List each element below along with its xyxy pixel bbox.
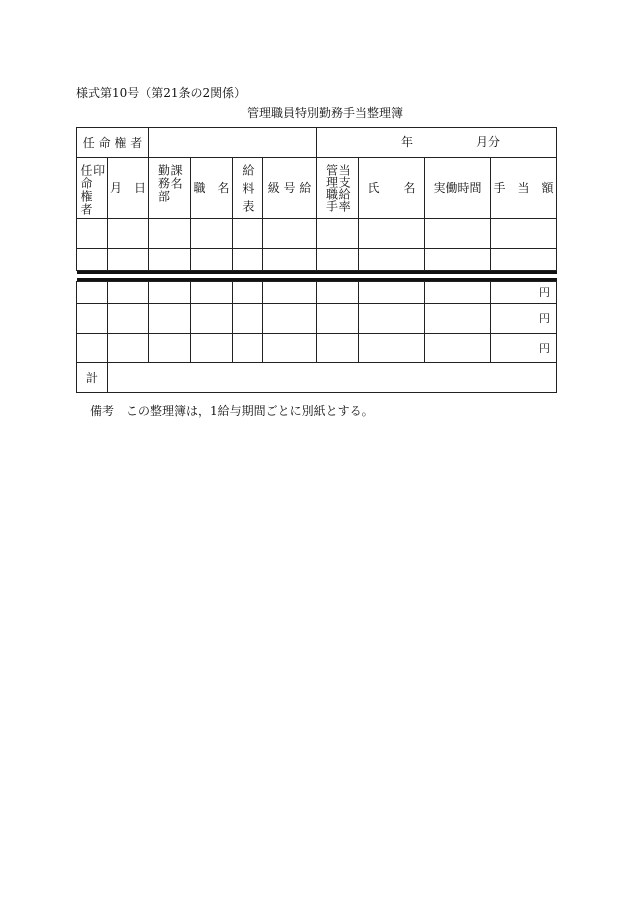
appointer-value-cell[interactable]: [149, 128, 317, 158]
yen-unit: 円: [539, 341, 551, 355]
col-department: [149, 158, 191, 219]
column-header-row: [77, 158, 557, 219]
col-grade: [263, 158, 317, 219]
month-label: 月分: [476, 134, 501, 149]
col-appointer-seal: [77, 158, 108, 219]
amount-cell[interactable]: [491, 282, 557, 304]
col-grade-label: 級 号 給: [267, 181, 312, 195]
amount-cell[interactable]: [491, 304, 557, 334]
total-row: [77, 363, 557, 393]
col-amount: [491, 158, 557, 219]
amount-cell[interactable]: [491, 334, 557, 363]
omission-separator: [77, 271, 557, 282]
col-seal-text: 印: [91, 164, 106, 177]
period-cell[interactable]: [317, 128, 557, 158]
remarks: [90, 402, 374, 419]
allowance-register-table: [76, 127, 557, 393]
year-label: 年: [401, 134, 414, 149]
col-department-text-b: 課名: [169, 164, 184, 190]
col-appointer-text: 任命権者: [79, 164, 93, 216]
col-position-label: 職 名: [193, 181, 230, 195]
header-row: [77, 128, 557, 158]
document-title: 管理職員特別勤務手当整理簿: [246, 106, 403, 120]
col-pay-table-text: 給料表: [240, 164, 255, 218]
double-rule: [77, 271, 557, 281]
col-allowance-rate: [317, 158, 359, 219]
col-allowance-text-a: 管理職手: [324, 164, 339, 212]
table-row[interactable]: [77, 219, 557, 249]
col-allowance-text-b: 当支給率: [337, 164, 352, 212]
appointer-label: 任 命 権 者: [82, 135, 143, 150]
yen-unit: 円: [539, 312, 551, 325]
table-row[interactable]: [77, 304, 557, 334]
form-number: 様式第10号（第21条の2関係）: [76, 86, 247, 100]
total-value-cell[interactable]: [108, 363, 557, 393]
col-date: [108, 158, 149, 219]
col-name-label: 氏 名: [367, 181, 416, 195]
remarks-label: 備考: [90, 404, 115, 418]
total-label-cell: [77, 363, 108, 393]
col-position: [191, 158, 233, 219]
col-department-text-a: 勤務部: [156, 164, 171, 203]
table-row[interactable]: [77, 249, 557, 271]
col-hours-label: 実働時間: [433, 181, 482, 195]
table-row[interactable]: [77, 334, 557, 363]
col-hours: [425, 158, 491, 219]
appointer-label-cell: [77, 128, 149, 158]
col-pay-table: [233, 158, 263, 219]
table-row[interactable]: [77, 282, 557, 304]
col-amount-label: 手 当 額: [493, 181, 554, 195]
remarks-text: この整理簿は，1給与期間ごとに別紙とする。: [126, 404, 374, 418]
col-name: [359, 158, 425, 219]
yen-unit: 円: [539, 286, 551, 299]
total-label: 計: [85, 370, 98, 385]
col-date-label: 月 日: [110, 181, 147, 195]
